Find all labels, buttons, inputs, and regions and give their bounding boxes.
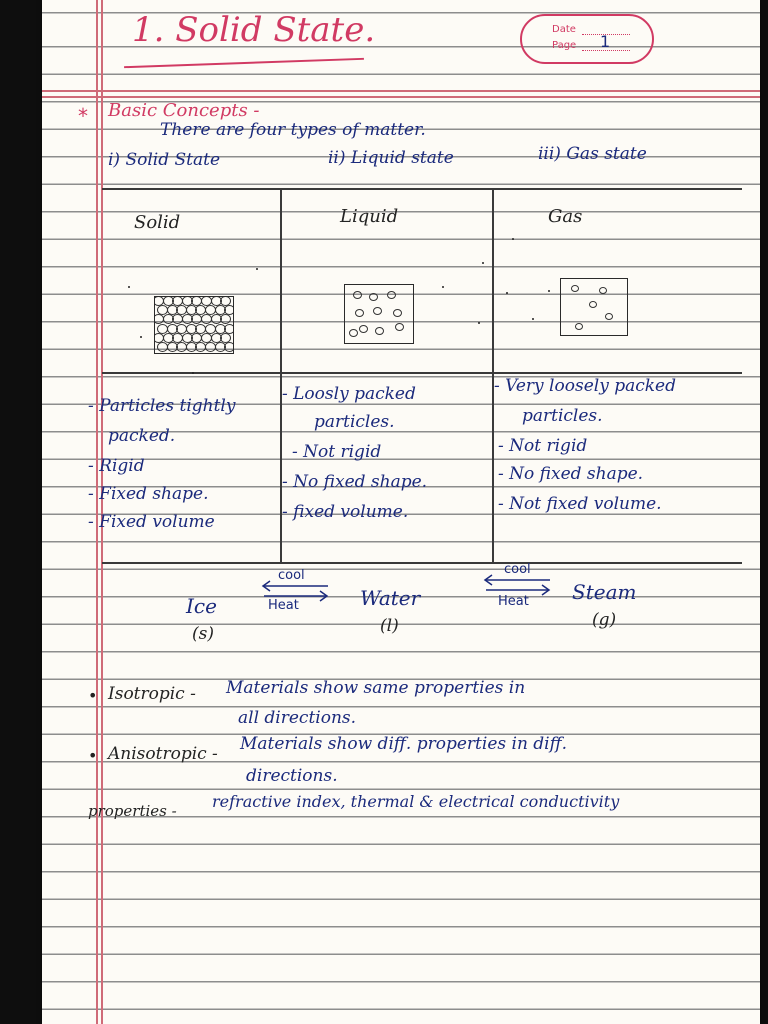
- pencil-dot: [548, 290, 550, 292]
- anisotropic-definition-cont: directions.: [246, 766, 338, 786]
- arrow-label-heat: Heat: [498, 594, 529, 609]
- notebook-page: [42, 0, 760, 1024]
- solid-property: - Rigid: [88, 456, 145, 476]
- phase-liquid: (l): [380, 616, 399, 636]
- pencil-dot: [478, 322, 480, 324]
- liquid-property: - No fixed shape.: [282, 472, 428, 492]
- gas-property: - No fixed shape.: [498, 464, 644, 484]
- liquid-property: - Loosly packed: [282, 384, 416, 404]
- gas-particle-diagram: [560, 278, 628, 336]
- phase-gas: (g): [592, 610, 617, 630]
- reversible-arrow-icon: [482, 574, 554, 596]
- header-rule: [42, 90, 760, 92]
- pencil-dot: [482, 262, 484, 264]
- type-solid: i) Solid State: [108, 150, 221, 170]
- arrow-label-cool: cool: [504, 562, 531, 577]
- table-divider: [102, 372, 742, 374]
- solid-property: - Fixed shape.: [88, 484, 209, 504]
- gas-property: - Very loosely packed: [494, 376, 676, 396]
- intro-text: There are four types of matter.: [160, 120, 426, 140]
- particle-circle: [395, 323, 404, 331]
- particle-circle: [220, 314, 231, 324]
- title-underline: [124, 58, 364, 68]
- liquid-property: - fixed volume.: [282, 502, 409, 522]
- particle-circle: [353, 291, 362, 299]
- solid-property: - Particles tightly: [88, 396, 236, 416]
- bullet-icon: •: [88, 686, 98, 705]
- type-liquid: ii) Liquid state: [328, 148, 454, 168]
- properties-definition: refractive index, thermal & electrical conductivity: [212, 792, 620, 811]
- type-gas: iii) Gas state: [538, 144, 647, 164]
- particle-circle: [349, 329, 358, 337]
- pencil-dot: [128, 286, 130, 288]
- properties-term: properties -: [88, 802, 177, 820]
- anisotropic-definition: Materials show diff. properties in diff.: [240, 734, 568, 754]
- gas-property: - Not rigid: [498, 436, 588, 456]
- pencil-dot: [532, 318, 534, 320]
- header-liquid: Liquid: [340, 206, 399, 227]
- state-ice: Ice: [186, 594, 217, 618]
- particle-circle: [571, 285, 579, 292]
- header-gas: Gas: [548, 206, 583, 227]
- section-heading: Basic Concepts -: [108, 100, 260, 121]
- isotropic-definition-cont: all directions.: [238, 708, 357, 728]
- particle-circle: [375, 327, 384, 335]
- gas-property: - Not fixed volume.: [498, 494, 662, 514]
- particle-circle: [575, 323, 583, 330]
- header-solid: Solid: [134, 212, 181, 233]
- particle-circle: [355, 309, 364, 317]
- pencil-dot: [442, 286, 444, 288]
- gas-property: particles.: [522, 406, 603, 426]
- solid-particle-diagram: [154, 296, 234, 354]
- date-label: Date: [552, 24, 576, 35]
- particle-circle: [224, 342, 234, 352]
- isotropic-term: Isotropic -: [108, 684, 196, 704]
- bullet-icon: •: [88, 746, 98, 765]
- solid-property: packed.: [108, 426, 176, 446]
- isotropic-definition: Materials show same properties in: [226, 678, 526, 698]
- liquid-particle-diagram: [344, 284, 414, 344]
- star-bullet: *: [78, 104, 88, 128]
- particle-circle: [359, 325, 368, 333]
- page-title: 1. Solid State.: [132, 10, 376, 50]
- arrow-label-heat: Heat: [268, 598, 299, 613]
- particle-circle: [589, 301, 597, 308]
- pencil-dot: [256, 268, 258, 270]
- arrow-label-cool: cool: [278, 568, 305, 583]
- header-rule: [42, 96, 760, 98]
- liquid-property: particles.: [314, 412, 395, 432]
- pencil-dot: [512, 238, 514, 240]
- particle-circle: [599, 287, 607, 294]
- solid-property: - Fixed volume: [88, 512, 215, 532]
- table-top-border: [102, 188, 742, 190]
- column-divider: [492, 188, 494, 562]
- page-number: 1: [600, 32, 611, 51]
- liquid-property: - Not rigid: [292, 442, 382, 462]
- pencil-dot: [192, 372, 194, 374]
- state-water: Water: [360, 586, 421, 610]
- pencil-dot: [506, 292, 508, 294]
- particle-circle: [387, 291, 396, 299]
- state-steam: Steam: [572, 580, 637, 604]
- particle-circle: [393, 309, 402, 317]
- particle-circle: [373, 307, 382, 315]
- phase-solid: (s): [192, 624, 214, 644]
- anisotropic-term: Anisotropic -: [108, 744, 218, 764]
- pencil-dot: [140, 336, 142, 338]
- particle-circle: [605, 313, 613, 320]
- date-page-box: [520, 14, 654, 64]
- particle-circle: [369, 293, 378, 301]
- page-label: Page: [552, 40, 577, 51]
- table-bottom-border: [102, 562, 742, 564]
